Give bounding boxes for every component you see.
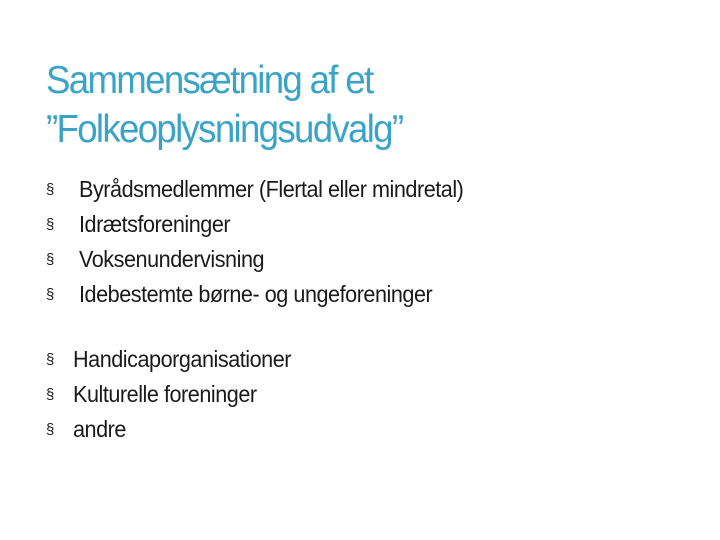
bullet-list-primary — [46, 172, 686, 312]
list-item-text: Voksenundervisning — [79, 246, 265, 272]
bullet-marker-icon: § — [46, 386, 55, 403]
bullet-marker-icon: § — [46, 251, 55, 268]
title-line-1: Sammensætning af et — [46, 59, 373, 102]
list-item — [46, 342, 686, 377]
slide-title — [46, 56, 648, 154]
list-item — [46, 172, 686, 207]
bullet-marker-icon: § — [46, 286, 55, 303]
bullet-list-secondary — [46, 342, 686, 447]
list-item-text: Byrådsmedlemmer (Flertal eller mindretal) — [79, 176, 464, 202]
list-item-text: Handicaporganisationer — [73, 346, 292, 372]
title-line-2: ”Folkeoplysningsudvalg” — [46, 108, 403, 151]
list-item-text: Idebestemte børne- og ungeforeninger — [79, 281, 433, 307]
list-item-text: Kulturelle foreninger — [73, 381, 257, 407]
bullet-marker-icon: § — [46, 216, 55, 233]
list-item — [46, 412, 686, 447]
list-item — [46, 377, 686, 412]
list-item — [46, 242, 686, 277]
list-item — [46, 207, 686, 242]
bullet-marker-icon: § — [46, 421, 55, 438]
bullet-marker-icon: § — [46, 181, 55, 198]
list-item-text: andre — [73, 416, 126, 442]
list-item — [46, 277, 686, 312]
bullet-marker-icon: § — [46, 351, 55, 368]
list-item-text: Idrætsforeninger — [79, 211, 231, 237]
